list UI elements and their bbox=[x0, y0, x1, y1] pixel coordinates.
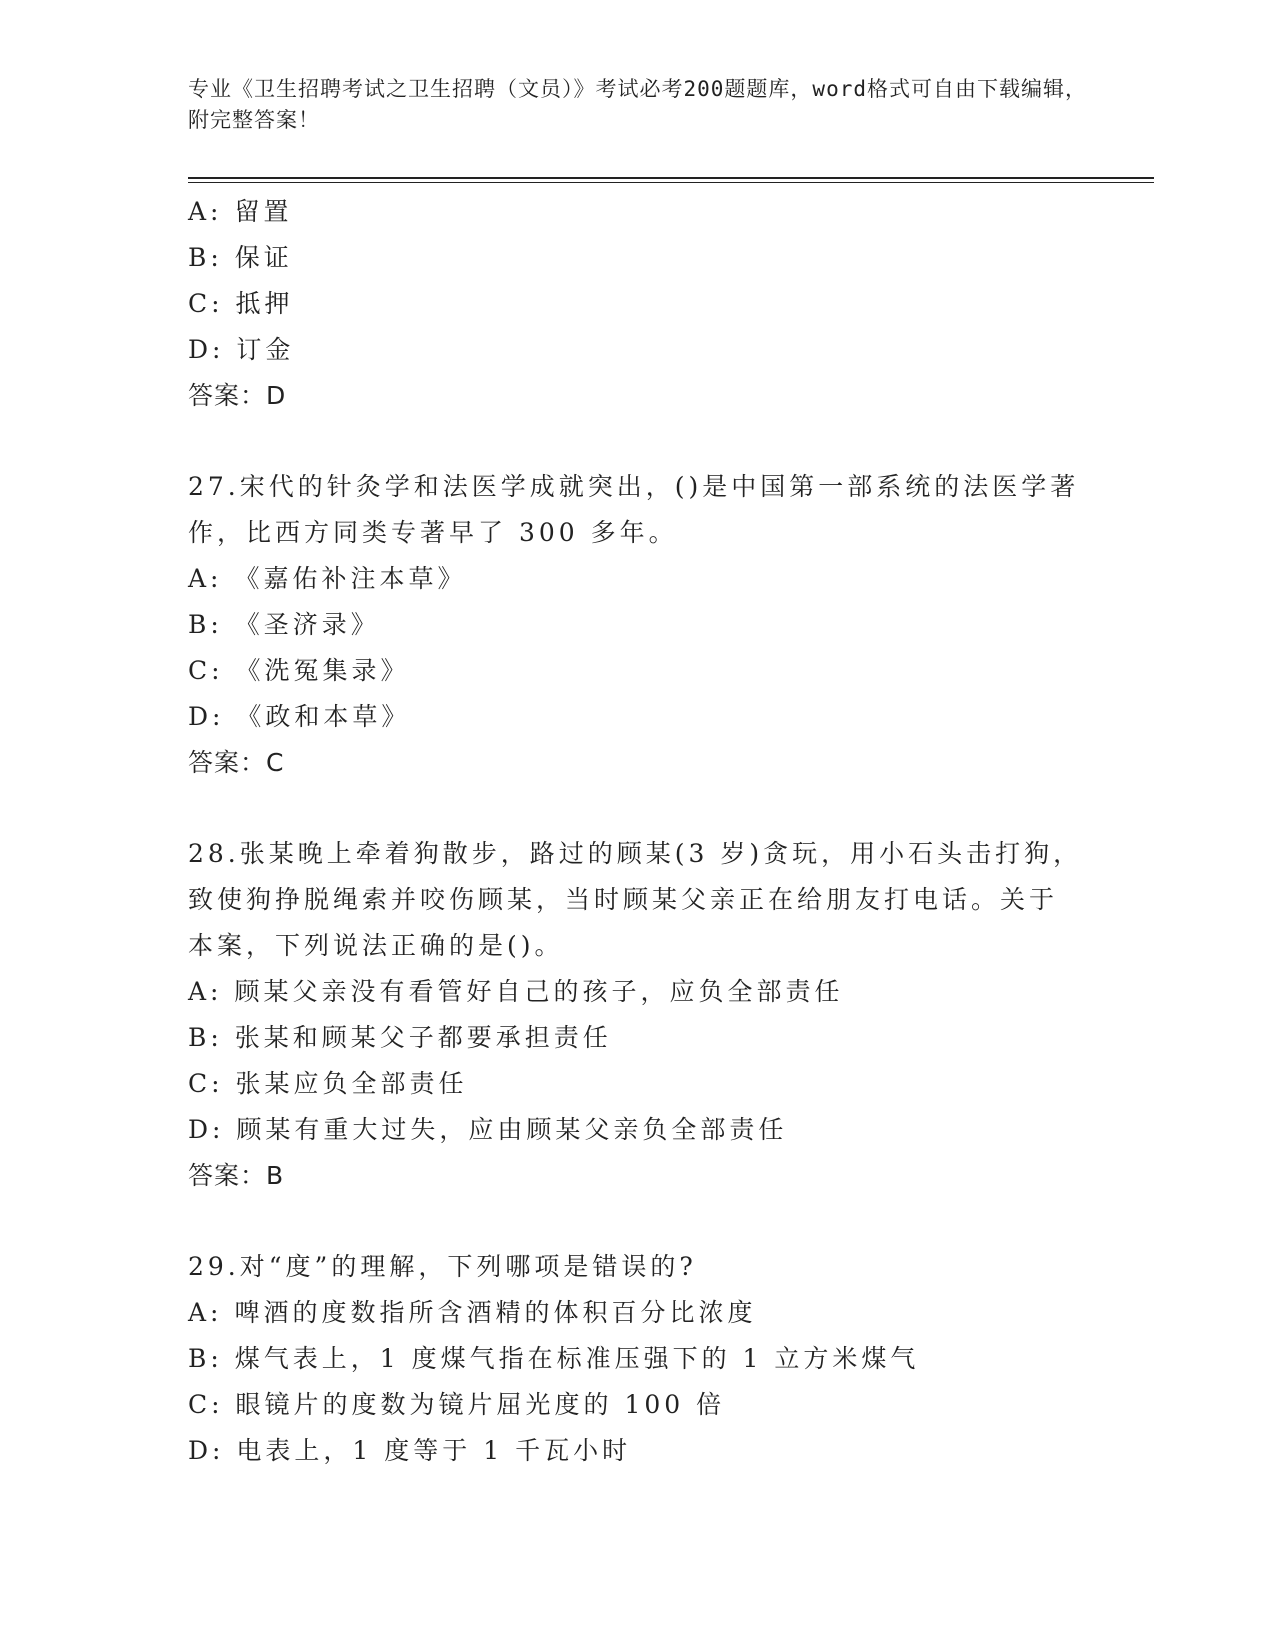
option-label: A: bbox=[188, 1298, 223, 1327]
option-text: 留置 bbox=[234, 197, 293, 226]
question-stem-line: 本案，下列说法正确的是()。 bbox=[188, 931, 564, 960]
question-29 bbox=[188, 1244, 1088, 1474]
question-stem-line: 29.对“度”的理解，下列哪项是错误的? bbox=[188, 1252, 697, 1281]
header-rule bbox=[188, 177, 1154, 179]
page-header: 专业《卫生招聘考试之卫生招聘（文员）》考试必考200题题库，word格式可自由下载编辑，附完整答案！ bbox=[188, 77, 1087, 132]
option-label: C: bbox=[188, 1390, 224, 1419]
option-a bbox=[188, 189, 1088, 235]
option-text: 《政和本草》 bbox=[236, 702, 411, 731]
option-label: B: bbox=[188, 243, 223, 272]
option-text: 《洗冤集录》 bbox=[235, 656, 410, 685]
option-c bbox=[188, 281, 1088, 327]
option-b bbox=[188, 235, 1088, 281]
header-rule-thin bbox=[188, 182, 1154, 183]
question-stem-line: 27.宋代的针灸学和法医学成就突出，()是中国第一部系统的法医学著 bbox=[188, 472, 1080, 501]
option-text: 张某应负全部责任 bbox=[235, 1069, 468, 1098]
option-text: 顾某有重大过失，应由顾某父亲负全部责任 bbox=[236, 1115, 788, 1144]
option-c bbox=[188, 648, 1088, 694]
option-c bbox=[188, 1061, 1088, 1107]
option-label: C: bbox=[188, 656, 224, 685]
document-body bbox=[188, 189, 1088, 1474]
spacer bbox=[188, 786, 1088, 831]
question-28 bbox=[188, 831, 1088, 1199]
option-label: A: bbox=[188, 197, 223, 226]
option-text: 保证 bbox=[234, 243, 293, 272]
option-label: D: bbox=[188, 1115, 225, 1144]
question-stem-line: 作，比西方同类专著早了 300 多年。 bbox=[188, 518, 678, 547]
option-label: D: bbox=[188, 702, 225, 731]
option-text: 抵押 bbox=[235, 289, 294, 318]
option-text: 电表上，1 度等于 1 千瓦小时 bbox=[236, 1436, 632, 1465]
option-text: 啤酒的度数指所含酒精的体积百分比浓度 bbox=[234, 1298, 757, 1327]
option-label: C: bbox=[188, 289, 224, 318]
option-label: C: bbox=[188, 1069, 224, 1098]
question-stem-line: 致使狗挣脱绳索并咬伤顾某，当时顾某父亲正在给朋友打电话。关于 bbox=[188, 885, 1059, 914]
question-stem-line: 28.张某晚上牵着狗散步，路过的顾某(3 岁)贪玩，用小石头击打狗， bbox=[188, 839, 1083, 868]
option-label: A: bbox=[188, 564, 223, 593]
option-text: 订金 bbox=[236, 335, 295, 364]
option-label: A: bbox=[188, 977, 223, 1006]
option-d bbox=[188, 694, 1088, 740]
option-a bbox=[188, 556, 1088, 602]
option-text: 张某和顾某父子都要承担责任 bbox=[234, 1023, 612, 1052]
answer-line: 答案：D bbox=[188, 381, 287, 410]
option-d bbox=[188, 1107, 1088, 1153]
option-b bbox=[188, 1336, 1088, 1382]
spacer bbox=[188, 419, 1088, 464]
option-text: 煤气表上，1 度煤气指在标准压强下的 1 立方米煤气 bbox=[234, 1344, 920, 1373]
option-text: 眼镜片的度数为镜片屈光度的 100 倍 bbox=[235, 1390, 726, 1419]
option-d bbox=[188, 1428, 1088, 1474]
answer-line: 答案：B bbox=[188, 1161, 285, 1190]
option-text: 《圣济录》 bbox=[234, 610, 380, 639]
option-b bbox=[188, 602, 1088, 648]
option-a bbox=[188, 969, 1088, 1015]
option-text: 《嘉佑补注本草》 bbox=[234, 564, 467, 593]
option-label: B: bbox=[188, 610, 223, 639]
option-label: D: bbox=[188, 335, 225, 364]
spacer bbox=[188, 1199, 1088, 1244]
option-a bbox=[188, 1290, 1088, 1336]
option-c bbox=[188, 1382, 1088, 1428]
option-d bbox=[188, 327, 1088, 373]
option-label: B: bbox=[188, 1023, 223, 1052]
question-26-options bbox=[188, 189, 1088, 419]
answer-line: 答案：C bbox=[188, 748, 285, 777]
question-27 bbox=[188, 464, 1088, 786]
option-label: D: bbox=[188, 1436, 225, 1465]
option-text: 顾某父亲没有看管好自己的孩子，应负全部责任 bbox=[234, 977, 844, 1006]
option-b bbox=[188, 1015, 1088, 1061]
option-label: B: bbox=[188, 1344, 223, 1373]
